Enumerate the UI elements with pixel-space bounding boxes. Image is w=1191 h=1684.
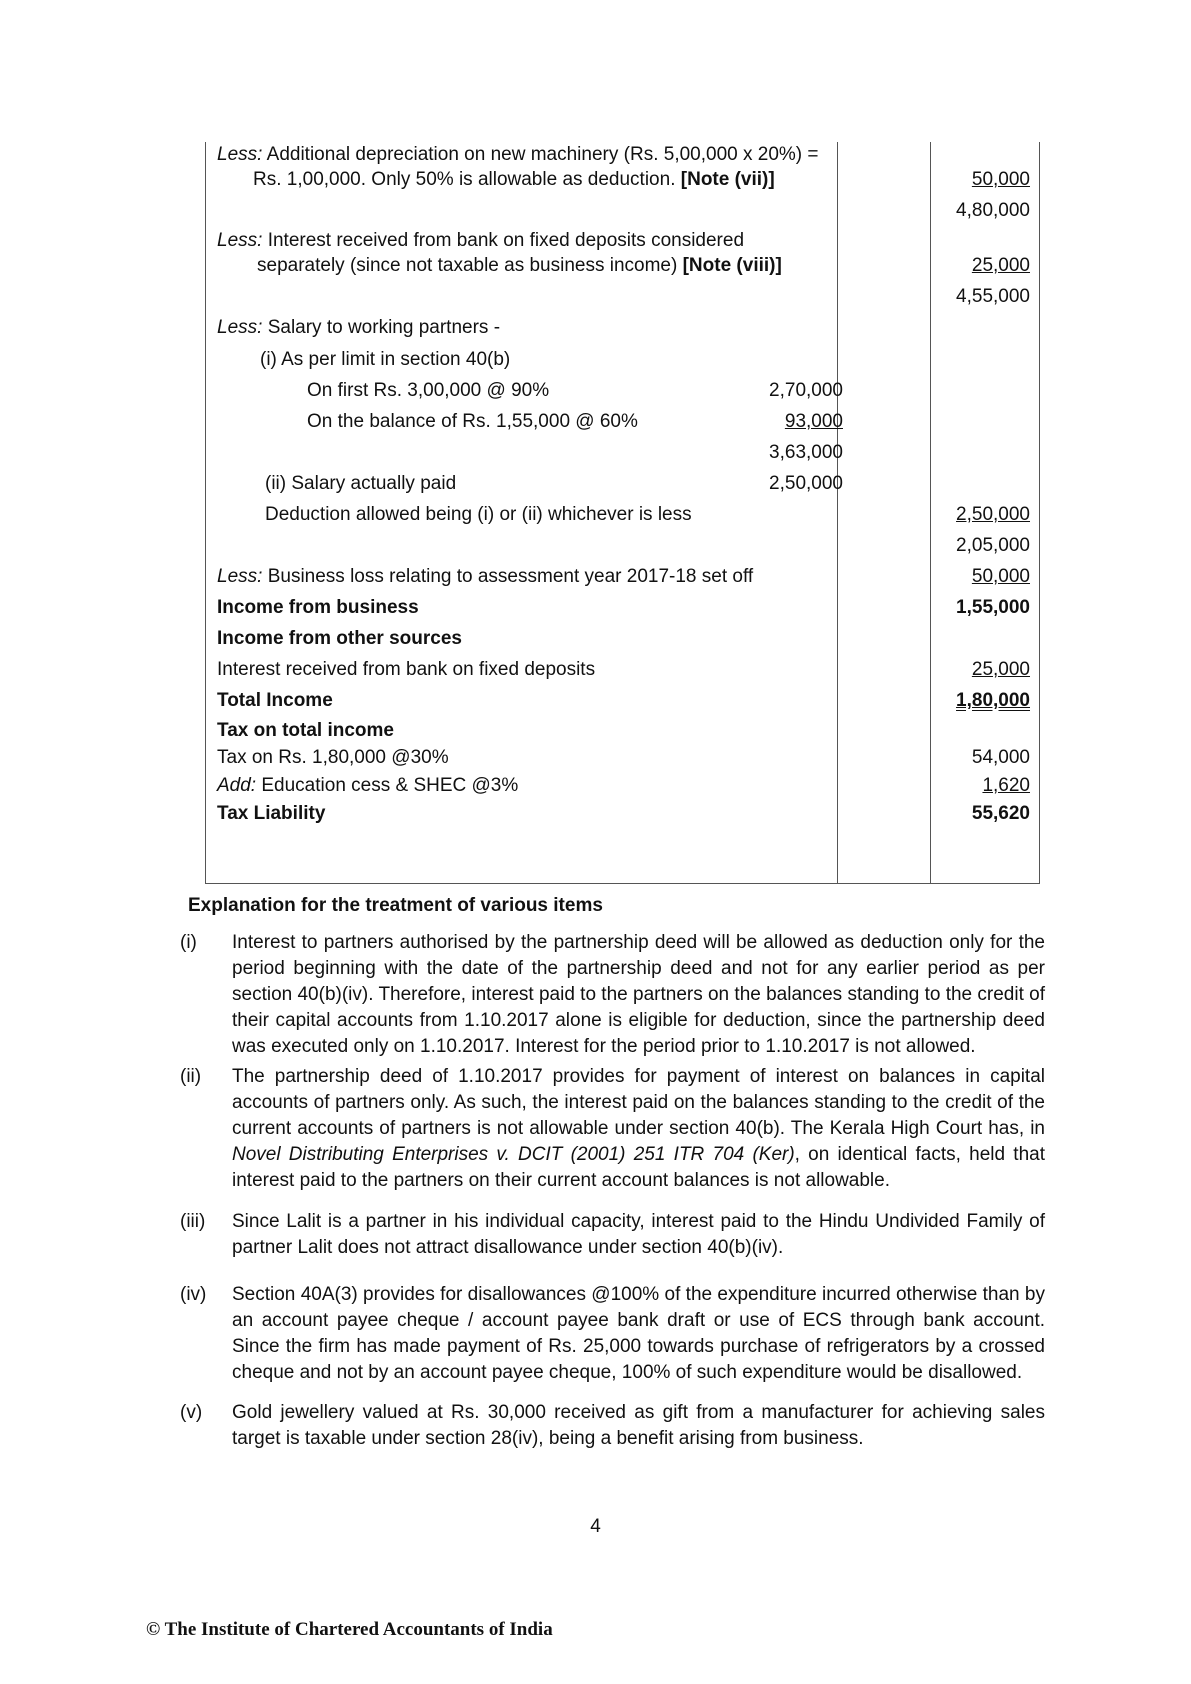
row-description: Total Income (217, 690, 333, 711)
amount: 25,000 (971, 255, 1030, 276)
item-text: Section 40A(3) provides for disallowances @100% of the expenditure incurred otherwise than by an account payee cheque / account payee bank draft or use of ECS through bank account. Since the firm has made payment of Rs. 25,000 towards purchase of refrigerators by a crossed cheque and not by an account payee cheque, 100% of such expenditure would be disallowed. (232, 1284, 1045, 1383)
explanation-item (180, 1400, 1045, 1452)
row-description: (ii) Salary actually paid (265, 473, 457, 494)
amount: 1,80,000 (956, 690, 1030, 711)
row-description: Less: Interest received from bank on fixed deposits considered (217, 230, 745, 251)
table-left-border (205, 142, 206, 884)
case-citation: Novel Distributing Enterprises v. DCIT (2001) 251 ITR 704 (Ker) (232, 1144, 795, 1165)
table-col-divider-2 (930, 142, 931, 884)
amount: 54,000 (971, 747, 1030, 768)
amount: 2,70,000 (769, 380, 843, 401)
subtotal: 2,05,000 (956, 535, 1030, 556)
amount: 3,63,000 (769, 442, 843, 463)
page-number: 4 (590, 1516, 601, 1537)
row-description: Deduction allowed being (i) or (ii) whichever is less (265, 504, 692, 525)
subtotal: 4,55,000 (956, 286, 1030, 307)
footer-copyright: © The Institute of Chartered Accountants of India (146, 1619, 553, 1640)
explanation-item (180, 1282, 1045, 1386)
row-description: Income from other sources (217, 628, 462, 649)
row-description: (i) As per limit in section 40(b) (260, 349, 511, 370)
amount: 93,000 (784, 411, 843, 432)
item-number: (iv) (180, 1284, 207, 1305)
item-number: (i) (180, 932, 197, 953)
row-description: On first Rs. 3,00,000 @ 90% (307, 380, 550, 401)
item-number: (iii) (180, 1211, 206, 1232)
amount: 2,50,000 (769, 473, 843, 494)
explanation-heading: Explanation for the treatment of various items (188, 895, 603, 916)
row-description: Less: Additional depreciation on new machinery (Rs. 5,00,000 x 20%) = (217, 144, 819, 165)
amount: 1,620 (982, 775, 1030, 796)
amount: 1,55,000 (956, 597, 1030, 618)
row-description: Tax on total income (217, 720, 395, 741)
explanation-item (180, 930, 1045, 1060)
item-text: Interest to partners authorised by the partnership deed will be allowed as deduction only for the period beginning with the date of the partnership deed and not for any earlier period as per section 40(b)(iv). Therefore, interest paid to the partners on the balances standing to the credit of their capital accounts from 1.10.2017 alone is eligible for deduction, since the partnership deed was executed only on 1.10.2017. Interest for the period prior to 1.10.2017 is not allowed. (232, 932, 1045, 1057)
amount: 25,000 (971, 659, 1030, 680)
row-description: Less: Business loss relating to assessment year 2017-18 set off (217, 566, 754, 587)
subtotal: 4,80,000 (956, 200, 1030, 221)
row-description-cont: separately (since not taxable as business income) [Note (viii)] (257, 255, 782, 276)
row-description-cont: Rs. 1,00,000. Only 50% is allowable as deduction. [Note (vii)] (253, 169, 775, 190)
row-description: Tax Liability (217, 803, 326, 824)
row-description: Interest received from bank on fixed deposits (217, 659, 596, 680)
table-right-border (1039, 142, 1040, 884)
item-number: (ii) (180, 1066, 202, 1087)
item-text: Since Lalit is a partner in his individual capacity, interest paid to the Hindu Undivided Family of partner Lalit does not attract disallowance under section 40(b)(iv). (232, 1211, 1045, 1258)
computation-table (205, 142, 1040, 884)
row-description: Income from business (217, 597, 419, 618)
table-bottom-border (205, 883, 1040, 884)
amount: 55,620 (971, 803, 1030, 824)
item-text: Gold jewellery valued at Rs. 30,000 received as gift from a manufacturer for achieving sales target is taxable under section 28(iv), being a benefit arising from business. (232, 1402, 1045, 1449)
row-description: Tax on Rs. 1,80,000 @30% (217, 747, 449, 768)
amount: 50,000 (971, 169, 1030, 190)
row-description: Less: Salary to working partners - (217, 317, 501, 338)
item-number: (v) (180, 1402, 203, 1423)
explanation-item (180, 1209, 1045, 1261)
amount: 50,000 (971, 566, 1030, 587)
explanation-item (180, 1064, 1045, 1194)
row-description: Add: Education cess & SHEC @3% (217, 775, 519, 796)
amount: 2,50,000 (956, 504, 1030, 525)
item-text: The partnership deed of 1.10.2017 provides for payment of interest on balances in capital accounts of partners only. As such, the interest paid on the balances standing to the credit of the current accounts of partners is not allowable under section 40(b). The Kerala High Court has, in Novel Distributing Enterprises v. DCIT (2001) 251 ITR 704 (Ker), on identical facts, held that interest paid to the partners on their current account balances is not allowable. (232, 1066, 1045, 1191)
row-description: On the balance of Rs. 1,55,000 @ 60% (307, 411, 638, 432)
